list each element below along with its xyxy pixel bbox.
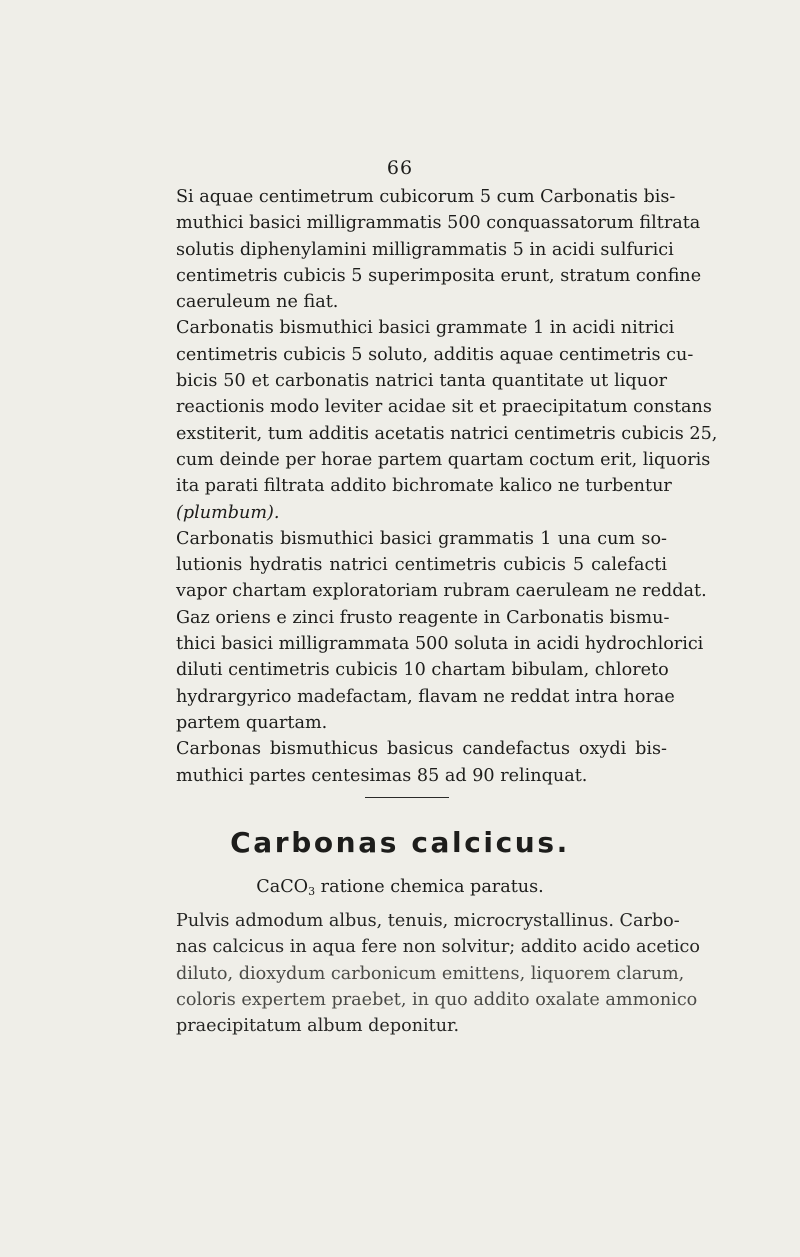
text-line: lutionis hydratis natrici centimetris cubicis 5 calefacti — [176, 555, 667, 576]
formula-subscript: 3 — [308, 885, 316, 898]
text-line: Gaz oriens e zinci frusto reagente in Carbonatis bismu- — [176, 607, 670, 628]
text-line: ita parati filtrata addito bichromate kalico ne turbentur — [176, 476, 672, 497]
section-heading: Carbonas calcicus. — [230, 826, 570, 859]
body-text — [176, 184, 718, 789]
paragraph — [176, 184, 702, 315]
paragraph — [176, 736, 667, 789]
section-divider — [365, 797, 449, 798]
text-line: partem quartam. — [176, 712, 328, 733]
text-line: vapor chartam exploratoriam rubram caeruleam ne reddat. — [176, 581, 707, 602]
text-line: Carbonas bismuthicus basicus candefactus oxydi bis- — [176, 739, 667, 760]
paragraph — [176, 526, 707, 605]
text-line: solutis diphenylamini milligrammatis 5 in acidi sulfurici — [176, 239, 674, 260]
text-line: Pulvis admodum albus, tenuis, microcrystallinus. Carbo- — [176, 911, 680, 931]
text-line: caeruleum ne fiat. — [176, 292, 339, 313]
text-line: thici basici milligrammata 500 soluta in acidi hydrochlorici — [176, 634, 704, 655]
text-line: centimetris cubicis 5 soluto, additis aquae centimetris cu- — [176, 344, 694, 365]
paragraph — [176, 605, 704, 736]
page-number: 66 — [386, 157, 414, 179]
text-line: reactionis modo leviter acidae sit et praecipitatum constans — [176, 397, 712, 418]
text-line: coloris expertem praebet, in quo addito oxalate ammonico — [176, 989, 698, 1010]
italic-text: (plumbum). — [176, 502, 280, 523]
paragraph — [176, 908, 700, 1039]
text-line: Carbonatis bismuthici basici grammatis 1 una cum so- — [176, 528, 667, 549]
text-line: nas calcicus in aqua fere non solvitur; addito acido acetico — [176, 937, 700, 958]
text-line: Si aquae centimetrum cubicorum 5 cum Carbonatis bis- — [176, 187, 676, 207]
text-line: bicis 50 et carbonatis natrici tanta quantitate ut liquor — [176, 371, 667, 392]
text-line: Carbonatis bismuthici basici grammate 1 in acidi nitrici — [176, 318, 675, 339]
text-line: hydrargyrico madefactam, flavam ne reddat intra horae — [176, 686, 675, 707]
formula: CaCO — [256, 877, 309, 897]
text-line-italic — [176, 500, 667, 526]
formula-description: ratione chemica paratus. — [315, 877, 544, 897]
text-line: diluti centimetris cubicis 10 chartam bibulam, chloreto — [176, 660, 669, 681]
text-line: muthici partes centesimas 85 ad 90 relinquat. — [176, 765, 588, 786]
text-line: praecipitatum album deponitur. — [176, 1016, 460, 1037]
text-line: diluto, dioxydum carbonicum emittens, liquorem clarum, — [176, 963, 685, 984]
chemical-formula-line — [0, 877, 800, 898]
section-body — [176, 908, 700, 1039]
text-line: centimetris cubicis 5 superimposita erunt, stratum confine — [176, 265, 702, 286]
text-line: cum deinde per horae partem quartam coctum erit, liquoris — [176, 449, 711, 470]
text-line: muthici basici milligrammatis 500 conquassatorum filtrata — [176, 213, 701, 234]
paragraph — [176, 315, 718, 525]
text-line: exstiterit, tum additis acetatis natrici centimetris cubicis 25, — [176, 423, 718, 444]
